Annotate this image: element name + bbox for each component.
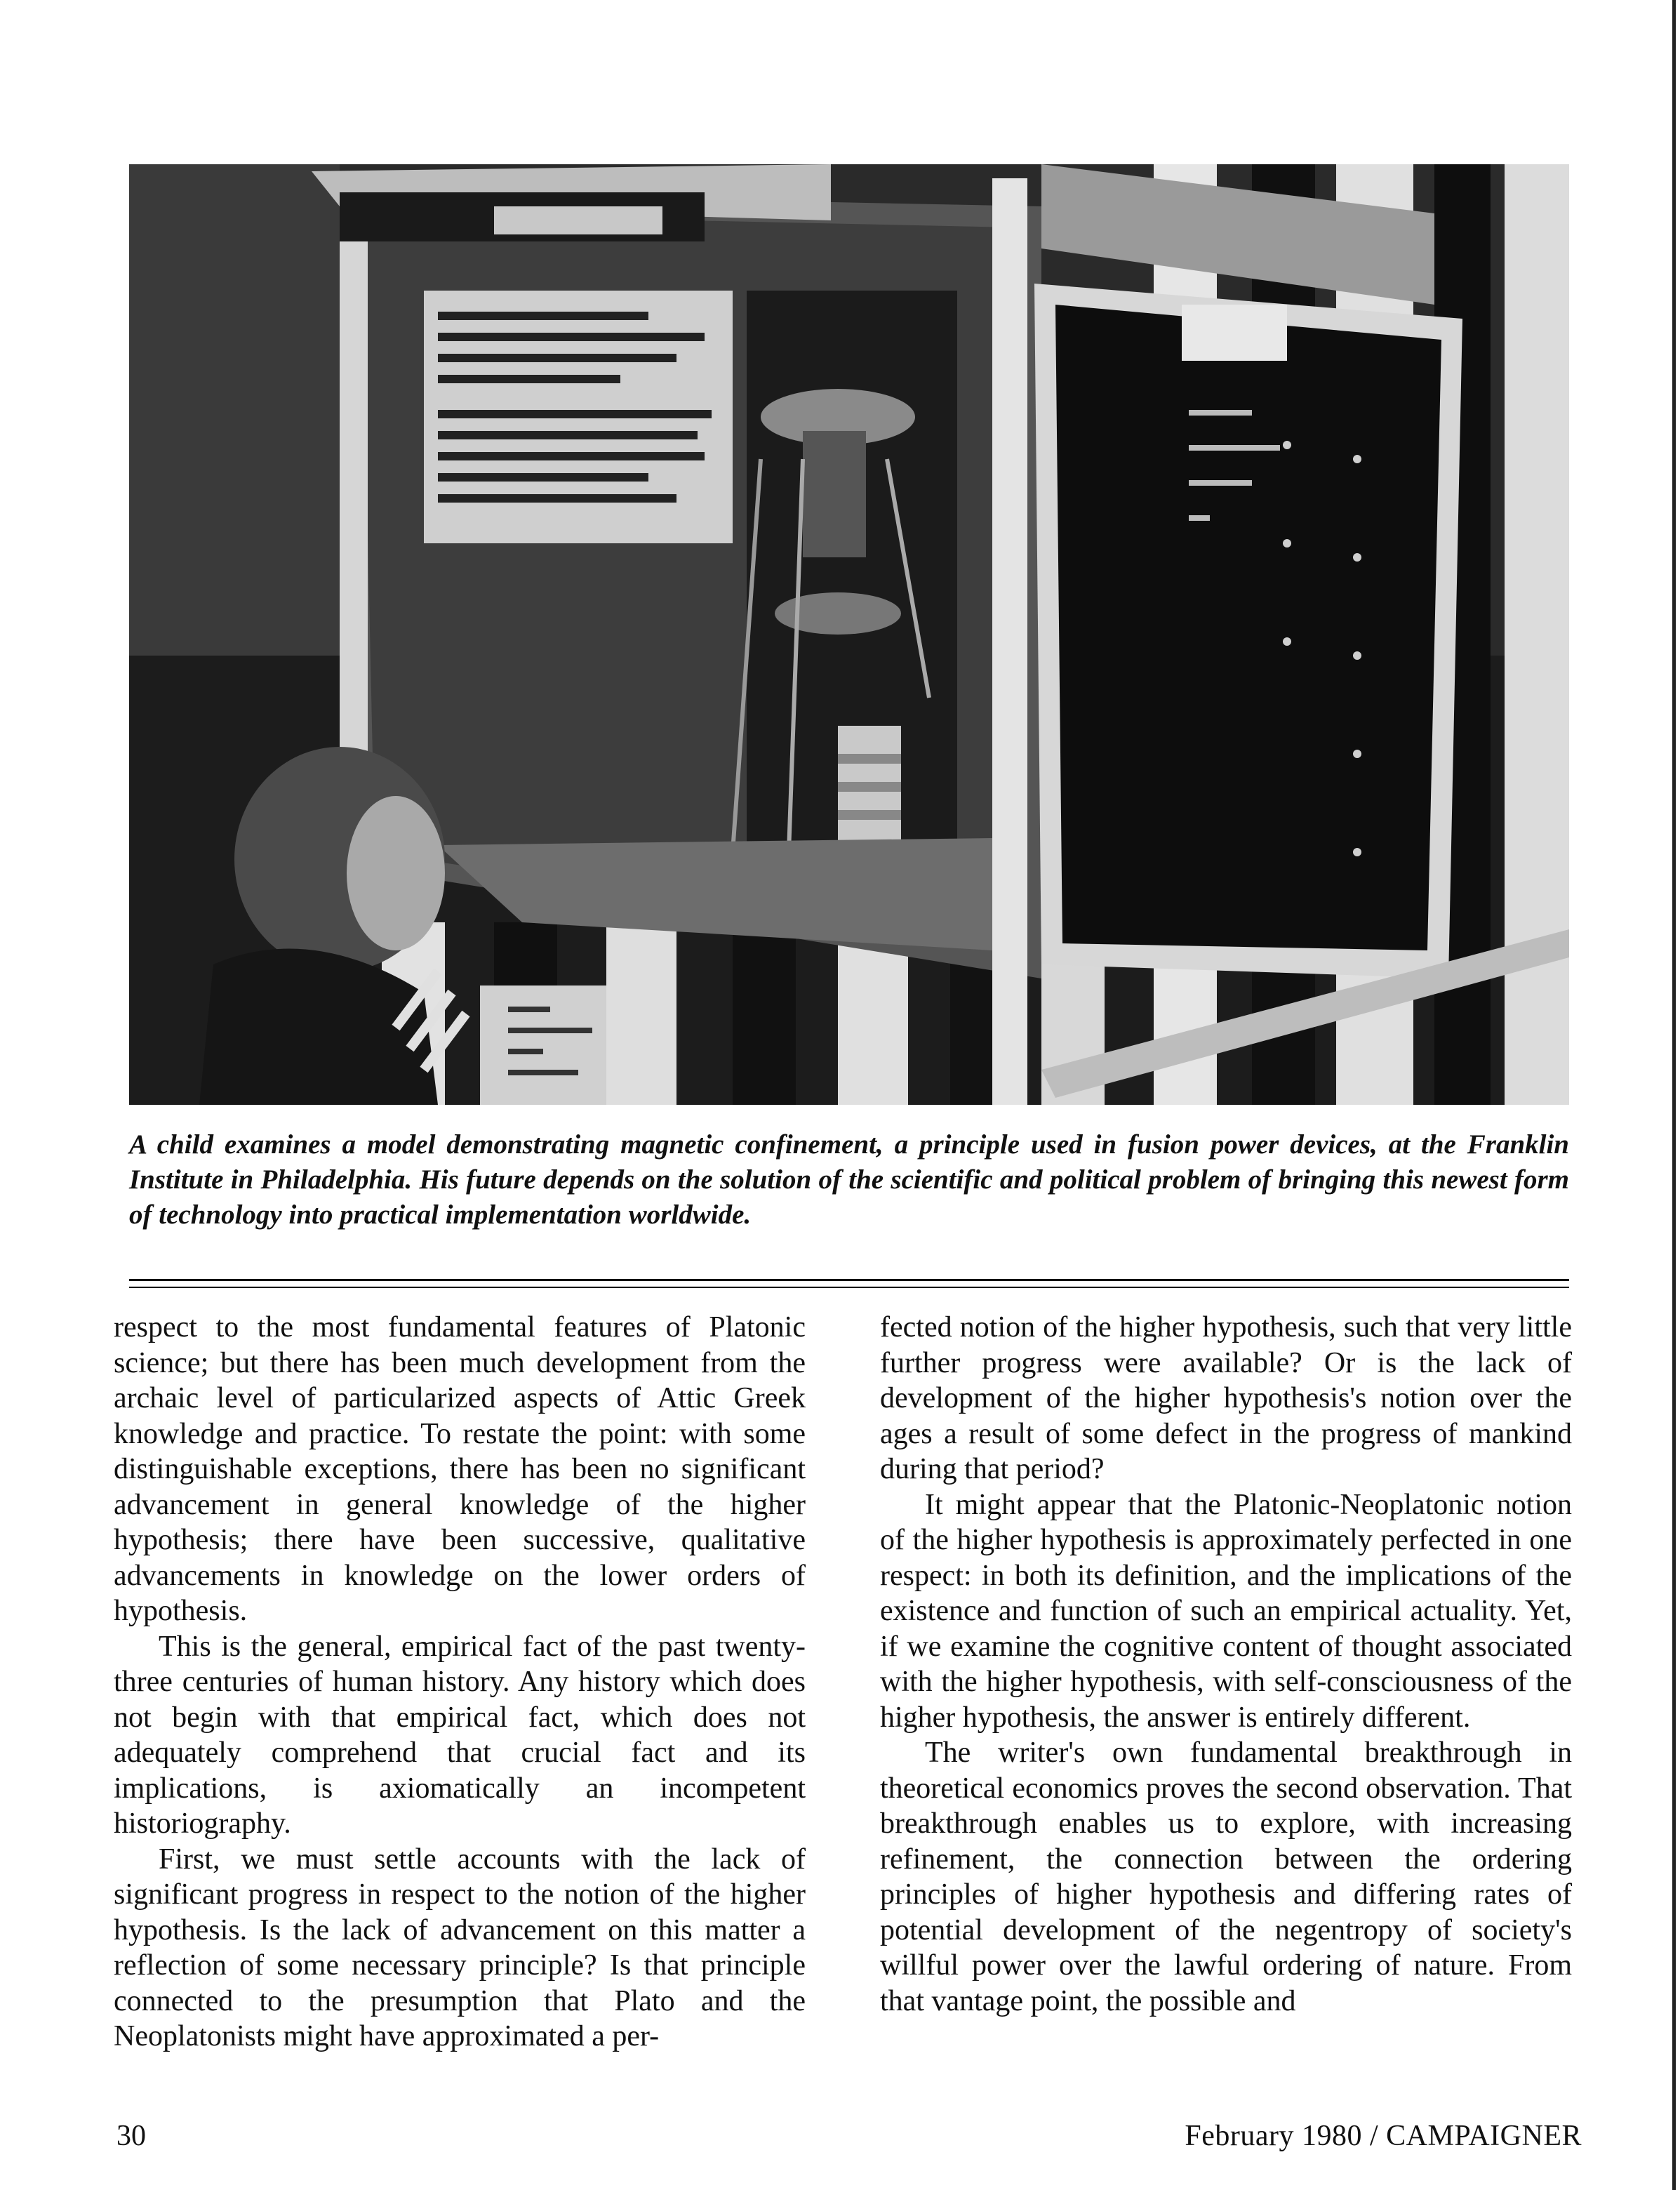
right-column [880,1310,1572,2019]
section-rule-top [129,1279,1569,1281]
section-rule-bottom [129,1287,1569,1288]
left-paragraph-2: This is the general, empirical fact of the past twenty-three centuries of human history. Any history which does not begin with that empirical fact, which does not adequately comprehend that crucial fact and its implications, is axiomatically an incompetent historiography. [114,1630,806,1840]
right-paragraph-2: It might appear that the Platonic-Neoplatonic notion of the higher hypothesis is approximately perfected in one respect: in both its definition, and the implications of the existence and function of such an empirical actuality. Yet, if we examine the cognitive content of thought associated with the higher hypothesis, with self-consciousness of the higher hypothesis, the answer is entirely different. [880,1488,1572,1734]
page-edge [1672,0,1676,2190]
left-column [114,1310,806,2055]
right-paragraph-1: fected notion of the higher hypothesis, such that very little further progress were available? Or is the lack of development of the higher hypothesis's notion over the ages a result of some defect in the progress of mankind during that period? [880,1311,1572,1485]
left-paragraph-3: First, we must settle accounts with the lack of significant progress in respect to the notion of the higher hypothesis. Is the lack of advancement on this matter a reflection of some necessary principle? Is that principle connected to the presumption that Plato and the Neoplatonists might have approximated a per- [114,1843,806,2052]
left-paragraph-1: respect to the most fundamental features of Platonic science; but there has been much development from the archaic level of particularized aspects of Attic Greek knowledge and practice. To restate the point: with some distinguishable exceptions, there has been no significant advancement in general knowledge of the higher hypothesis; there have been successive, qualitative advancements in knowledge on the lower orders of hypothesis. [114,1311,806,1627]
photo-caption: A child examines a model demonstrating magnetic confinement, a principle used in fusion power devices, at the Franklin Institute in Philadelphia. His future depends on the solution of the scientific and political problem of bringing this newest form of technology into practical implementation worldwide. [129,1129,1569,1230]
page-number: 30 [116,2120,146,2152]
masthead: February 1980 / CAMPAIGNER [1185,2120,1582,2152]
right-paragraph-3: The writer's own fundamental breakthrough in theoretical economics proves the second observation. That breakthrough enables us to explore, with increasing refinement, the connection between the ordering principles of higher hypothesis and differing rates of potential development of the negentropy of society's willful power over the lawful ordering of nature. From that vantage point, the possible and [880,1737,1572,2017]
exhibit-photo-icon [129,164,1569,1105]
exhibit-photo [129,164,1569,1105]
